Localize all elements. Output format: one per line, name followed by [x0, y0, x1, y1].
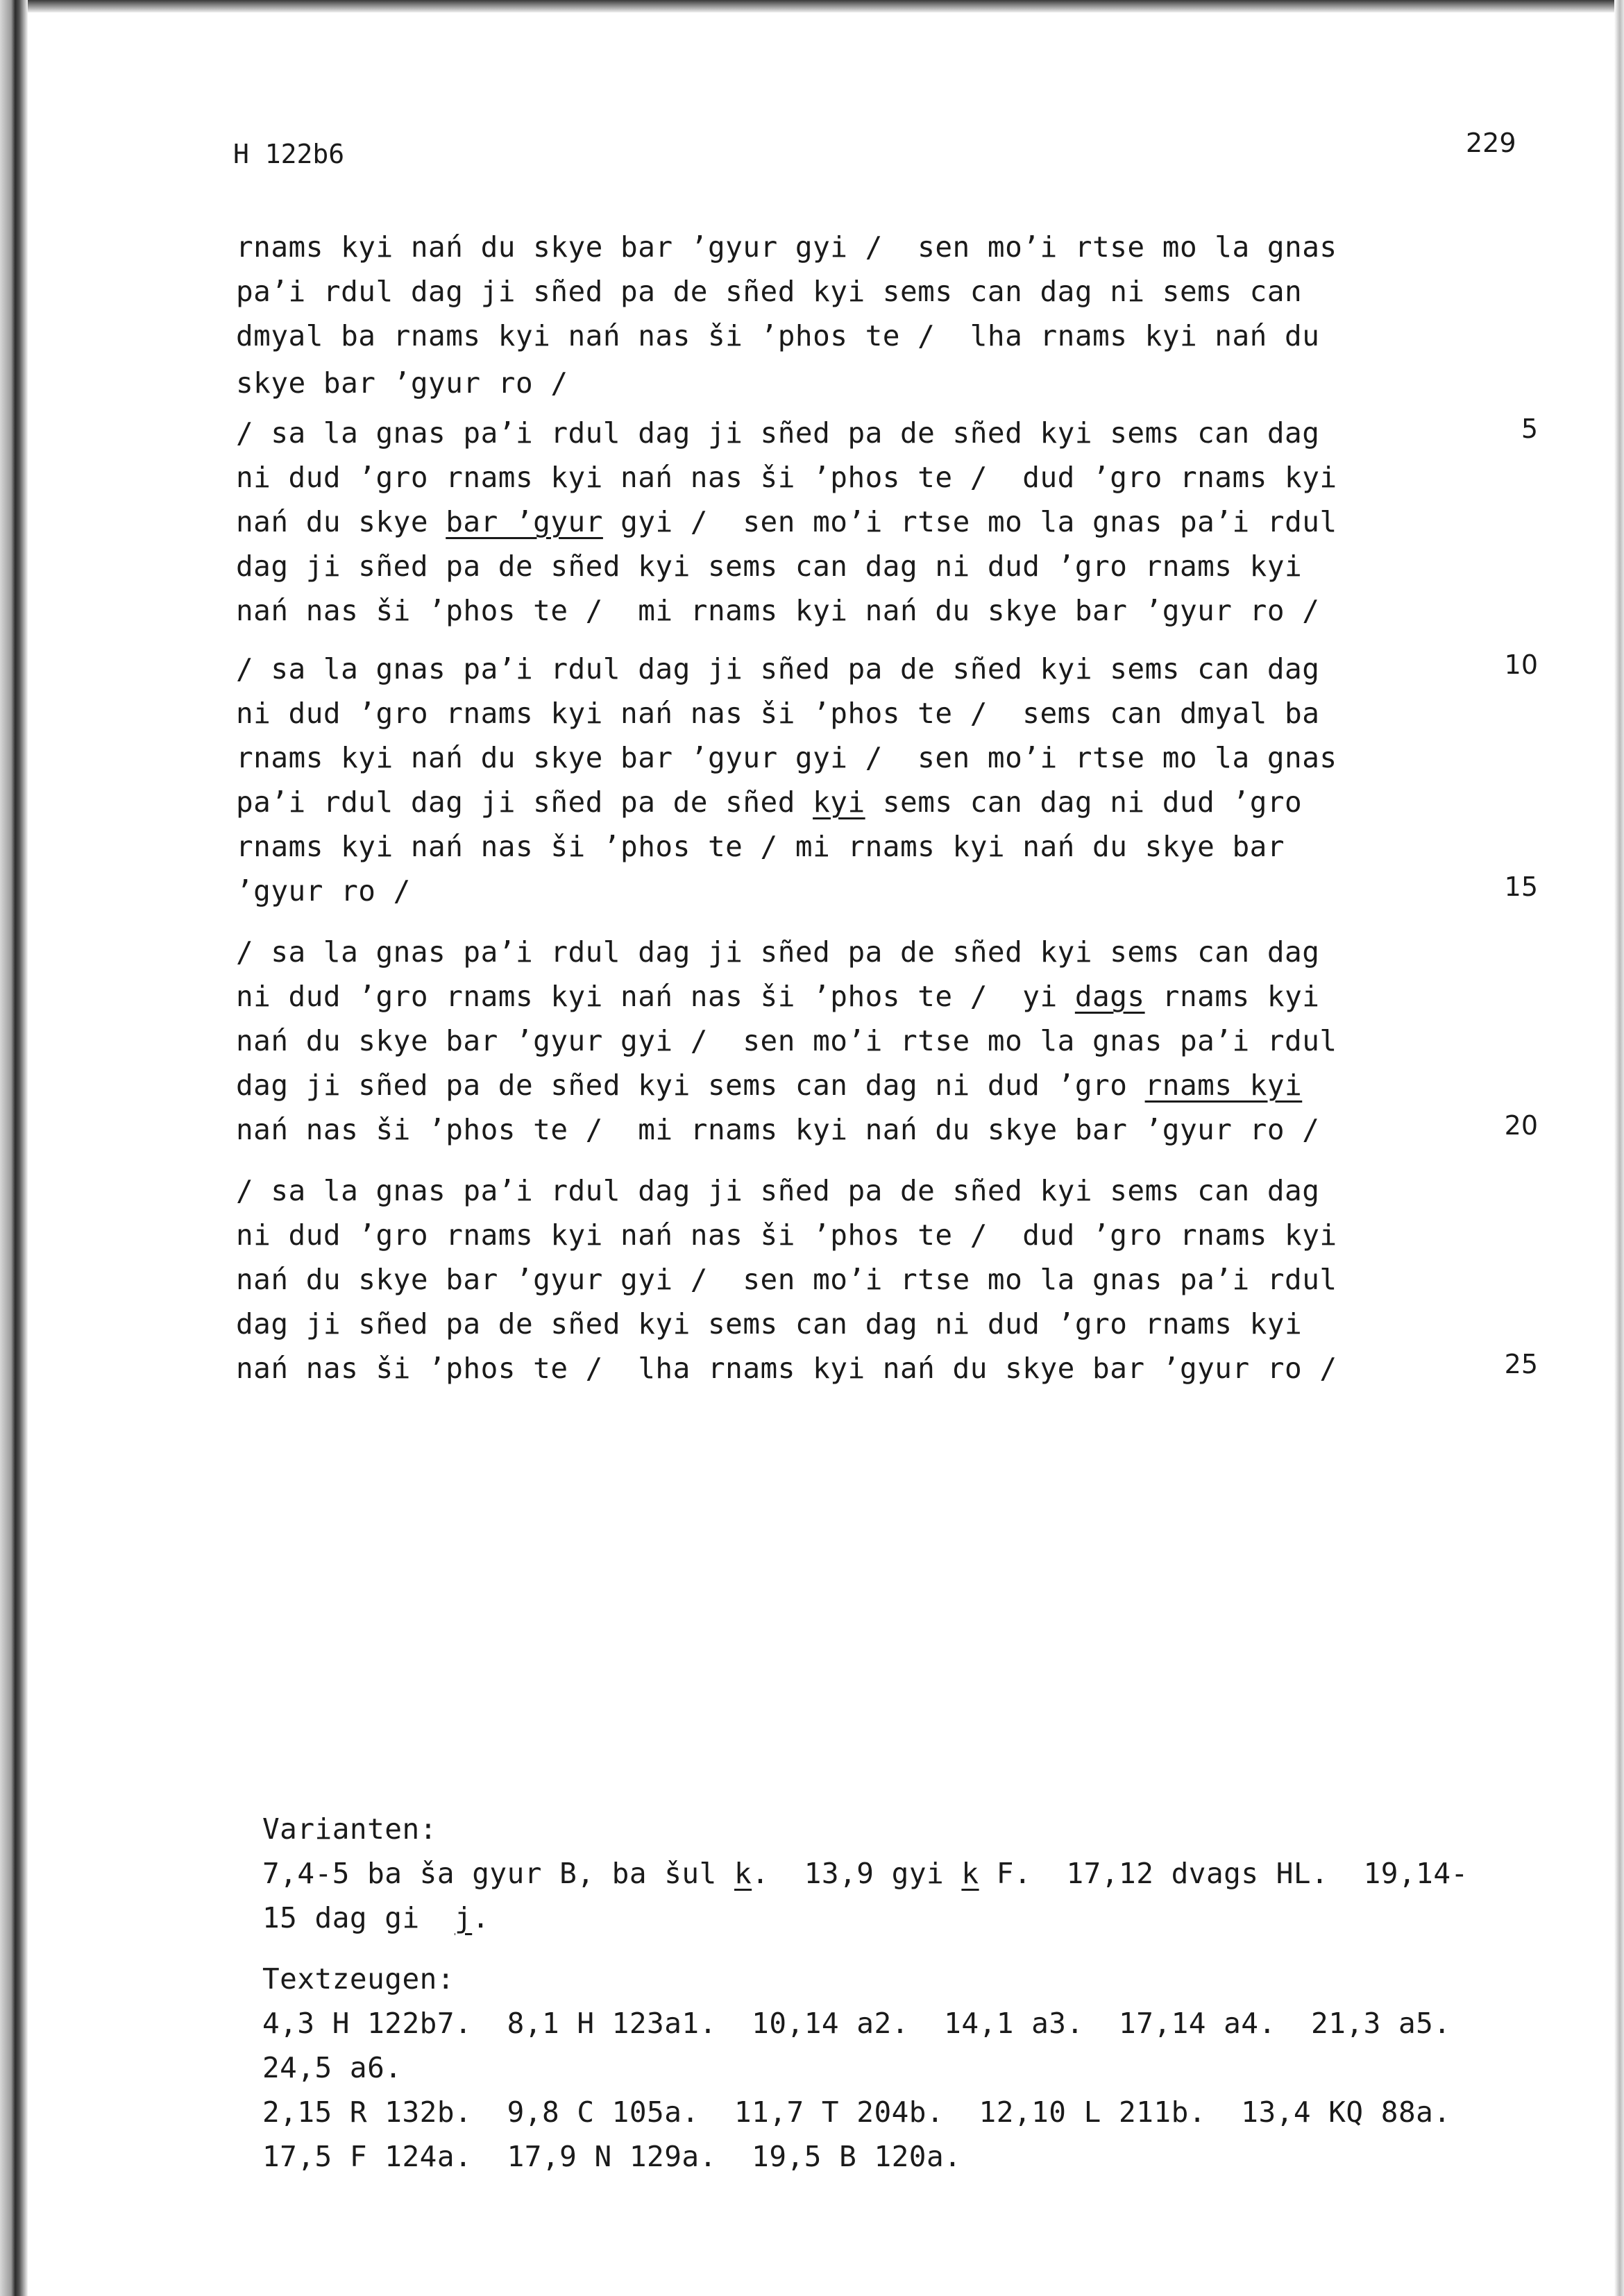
scan-edge-right: [1614, 0, 1624, 2296]
text-line: [236, 874, 411, 908]
line-number: 10: [1504, 649, 1538, 680]
text-line: [236, 785, 1302, 819]
text-line: [236, 1352, 1337, 1385]
text-segment: rnams kyi nań du skye bar ’gyur gyi / sen mo’i rtse mo la gnas: [236, 230, 1337, 264]
text-line: [236, 1174, 1319, 1207]
text-segment: nań du skye bar ’gyur gyi / sen mo’i rtse mo la gnas pa’i rdul: [236, 1263, 1337, 1296]
page-number: 229: [1466, 128, 1516, 158]
text-line: [236, 461, 1337, 494]
text-segment: skye bar ’gyur ro /: [236, 366, 568, 400]
text-line: [236, 980, 1319, 1013]
text-segment: nań nas ši ’phos te / mi rnams kyi nań du skye bar ’gyur ro /: [236, 1113, 1320, 1146]
text-segment: . 13,9 gyi: [752, 1857, 962, 1890]
text-segment: sems can dag ni dud ’gro: [865, 785, 1303, 819]
text-segment: 4,3 H 122b7. 8,1 H 123a1. 10,14 a2. 14,1 a3. 17,14 a4. 21,3 a5.: [262, 2007, 1451, 2040]
line-number: 20: [1504, 1110, 1538, 1141]
text-segment: rnams kyi: [1144, 980, 1320, 1013]
text-segment: 2,15 R 132b. 9,8 C 105a. 11,7 T 204b. 12,10 L 211b. 13,4 KQ 88a.: [262, 2095, 1451, 2129]
text-segment: .: [472, 1901, 490, 1934]
text-segment: rnams kyi nań nas ši ’phos te / mi rnams kyi nań du skye bar: [236, 830, 1285, 863]
footnote-line: [262, 2140, 961, 2173]
footnote-line: [262, 2051, 402, 2084]
footnote-line: [262, 1901, 489, 1934]
text-line: [236, 935, 1319, 969]
text-line: [236, 652, 1319, 686]
text-line: [236, 1113, 1319, 1146]
line-number: 15: [1504, 871, 1538, 902]
text-segment: 15 dag gi: [262, 1901, 455, 1934]
text-segment: ’gyur ro /: [236, 874, 411, 908]
underlined-segment: k: [961, 1857, 979, 1890]
text-segment: nań nas ši ’phos te / mi rnams kyi nań du skye bar ’gyur ro /: [236, 594, 1320, 627]
text-segment: ni dud ’gro rnams kyi nań nas ši ’phos te / yi: [236, 980, 1075, 1013]
text-line: [236, 697, 1319, 730]
text-line: [236, 319, 1319, 352]
underlined-segment: bar ’gyur: [446, 505, 603, 538]
text-segment: dag ji sñed pa de sñed kyi sems can dag ni dud ’gro rnams kyi: [236, 1307, 1303, 1341]
underlined-segment: kyi: [813, 785, 865, 819]
footnote-line: [262, 2095, 1451, 2129]
text-segment: ni dud ’gro rnams kyi nań nas ši ’phos te / sems can dmyal ba: [236, 697, 1320, 730]
text-line: [236, 275, 1302, 308]
footnote-line: [262, 1857, 1469, 1890]
text-segment: rnams kyi nań du skye bar ’gyur gyi / sen mo’i rtse mo la gnas: [236, 741, 1337, 774]
text-line: [236, 830, 1285, 863]
text-line: [236, 1024, 1337, 1057]
textzeugen-heading: [262, 1962, 455, 1996]
text-line: [236, 230, 1337, 264]
text-line: [236, 366, 568, 400]
text-segment: / sa la gnas pa’i rdul dag ji sñed pa de sñed kyi sems can dag: [236, 652, 1320, 686]
running-header: H 122b6: [233, 139, 345, 169]
underlined-segment: k: [734, 1857, 752, 1890]
underlined-segment: rnams kyi: [1144, 1069, 1303, 1102]
line-number: 5: [1521, 414, 1538, 444]
scan-edge-left: [0, 0, 28, 2296]
underlined-segment: dags: [1074, 980, 1145, 1013]
text-line: [236, 1263, 1337, 1296]
text-line: [236, 550, 1302, 583]
text-segment: Textzeugen:: [262, 1962, 455, 1996]
text-line: [236, 1307, 1302, 1341]
text-line: [236, 741, 1337, 774]
underlined-segment: j: [455, 1901, 473, 1934]
text-segment: pa’i rdul dag ji sñed pa de sñed: [236, 785, 813, 819]
text-line: [236, 1218, 1337, 1252]
text-segment: F. 17,12 dvags HL. 19,14-: [979, 1857, 1469, 1890]
varianten-heading: [262, 1812, 437, 1846]
text-line: [236, 594, 1319, 627]
footnote-line: [262, 2007, 1451, 2040]
text-segment: Varianten:: [262, 1812, 437, 1846]
text-segment: 17,5 F 124a. 17,9 N 129a. 19,5 B 120a.: [262, 2140, 962, 2173]
text-segment: gyi / sen mo’i rtse mo la gnas pa’i rdul: [602, 505, 1337, 538]
text-segment: ni dud ’gro rnams kyi nań nas ši ’phos te / dud ’gro rnams kyi: [236, 1218, 1337, 1252]
text-segment: nań du skye: [236, 505, 446, 538]
text-segment: dag ji sñed pa de sñed kyi sems can dag ni dud ’gro: [236, 1069, 1145, 1102]
text-segment: ni dud ’gro rnams kyi nań nas ši ’phos te / dud ’gro rnams kyi: [236, 461, 1337, 494]
line-number: 25: [1504, 1349, 1538, 1379]
text-segment: / sa la gnas pa’i rdul dag ji sñed pa de sñed kyi sems can dag: [236, 416, 1320, 450]
text-segment: dmyal ba rnams kyi nań nas ši ’phos te / lha rnams kyi nań du: [236, 319, 1320, 352]
text-segment: nań nas ši ’phos te / lha rnams kyi nań du skye bar ’gyur ro /: [236, 1352, 1337, 1385]
text-line: [236, 416, 1319, 450]
text-line: [236, 1069, 1302, 1102]
scan-edge-top: [0, 0, 1624, 12]
text-segment: / sa la gnas pa’i rdul dag ji sñed pa de sñed kyi sems can dag: [236, 1174, 1320, 1207]
text-segment: pa’i rdul dag ji sñed pa de sñed kyi sems can dag ni sems can: [236, 275, 1303, 308]
text-line: [236, 505, 1337, 538]
text-segment: 24,5 a6.: [262, 2051, 403, 2084]
text-segment: dag ji sñed pa de sñed kyi sems can dag ni dud ’gro rnams kyi: [236, 550, 1303, 583]
text-segment: nań du skye bar ’gyur gyi / sen mo’i rtse mo la gnas pa’i rdul: [236, 1024, 1337, 1057]
text-segment: 7,4-5 ba ša gyur B, ba šul: [262, 1857, 734, 1890]
text-segment: / sa la gnas pa’i rdul dag ji sñed pa de sñed kyi sems can dag: [236, 935, 1320, 969]
